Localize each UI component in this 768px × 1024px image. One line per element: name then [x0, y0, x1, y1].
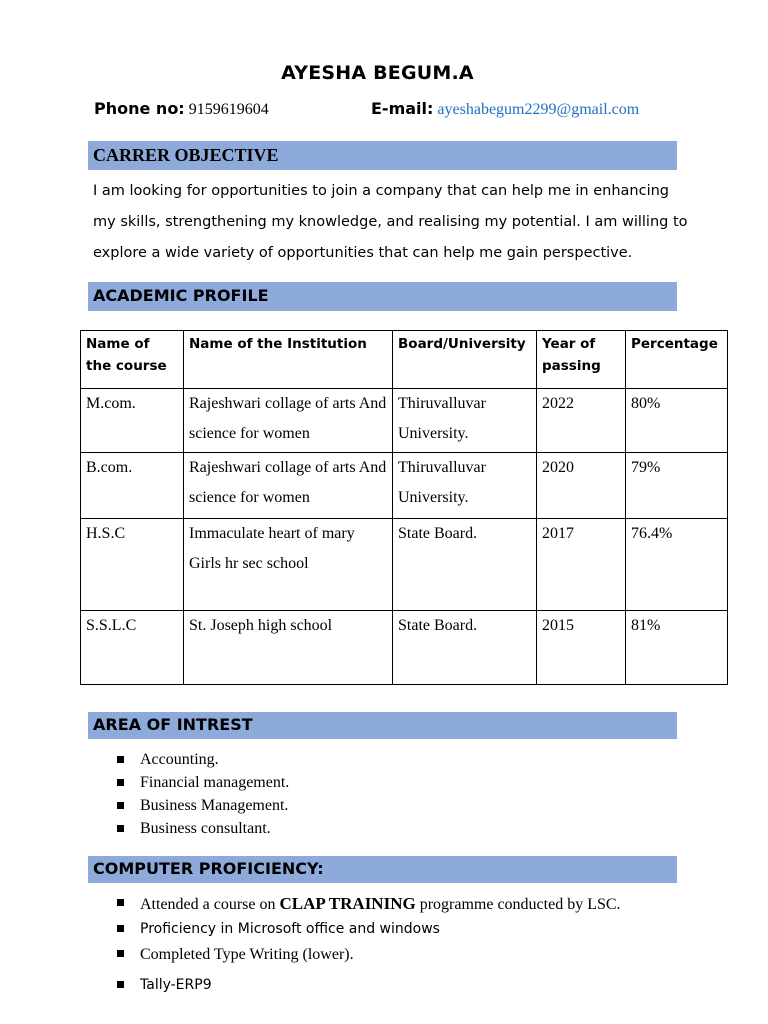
cell-institution: Immaculate heart of mary Girls hr sec school [184, 519, 393, 611]
cell-year: 2020 [537, 453, 626, 519]
section-title-proficiency: COMPUTER PROFICIENCY: [93, 859, 324, 878]
section-bar-proficiency [88, 856, 677, 883]
section-title-objective: CARRER OBJECTIVE [93, 145, 279, 165]
table-row [81, 611, 728, 685]
cell-percentage: 76.4% [626, 519, 728, 611]
cell-percentage: 81% [626, 611, 728, 685]
list-item: Tally-ERP9 [114, 973, 621, 998]
table-row [81, 389, 728, 453]
academic-table [80, 330, 728, 685]
list-item: Completed Type Writing (lower). [114, 942, 621, 967]
cell-board: Thiruvalluvar University. [393, 453, 537, 519]
item-text: programme conducted by LSC. [415, 896, 621, 913]
section-bar-interest [88, 712, 677, 739]
section-title-academic: ACADEMIC PROFILE [93, 286, 269, 305]
cell-course: S.S.L.C [81, 611, 184, 685]
list-item: Financial management. [114, 771, 289, 794]
list-item: Proficiency in Microsoft office and windows [114, 917, 621, 942]
cell-year: 2017 [537, 519, 626, 611]
cell-board: State Board. [393, 611, 537, 685]
email-line [371, 99, 639, 119]
phone-line [94, 99, 269, 119]
item-text: Attended a course on [140, 896, 280, 913]
cell-percentage: 79% [626, 453, 728, 519]
cell-institution: St. Joseph high school [184, 611, 393, 685]
proficiency-list [114, 891, 621, 998]
candidate-name: AYESHA BEGUM.A [281, 62, 474, 84]
cell-institution: Rajeshwari collage of arts And science for women [184, 453, 393, 519]
interest-list [114, 748, 289, 840]
cell-course: B.com. [81, 453, 184, 519]
cell-year: 2015 [537, 611, 626, 685]
table-header-row [81, 331, 728, 389]
table-row [81, 519, 728, 611]
header-year: Year of passing [537, 331, 626, 389]
table-row [81, 453, 728, 519]
phone-number: 9159619604 [188, 101, 269, 118]
cell-percentage: 80% [626, 389, 728, 453]
list-item: Business Management. [114, 794, 289, 817]
header-institution: Name of the Institution [184, 331, 393, 389]
cell-board: State Board. [393, 519, 537, 611]
list-item: Accounting. [114, 748, 289, 771]
cell-course: M.com. [81, 389, 184, 453]
section-bar-objective [88, 141, 677, 170]
section-bar-academic [88, 282, 677, 311]
list-item: Business consultant. [114, 817, 289, 840]
list-item [114, 891, 621, 917]
item-bold-text: CLAP TRAINING [279, 894, 416, 913]
header-course: Name of the course [81, 331, 184, 389]
objective-text: I am looking for opportunities to join a company that can help me in enhancing my skills, strengthening my knowledge, and realising my potential. I am willing to explore a wide variety of opportunities that can help me gain perspective. [93, 183, 688, 261]
section-title-interest: AREA OF INTREST [93, 715, 253, 734]
email-address[interactable]: ayeshabegum2299@gmail.com [437, 101, 640, 118]
header-board: Board/University [393, 331, 537, 389]
cell-year: 2022 [537, 389, 626, 453]
cell-board: Thiruvalluvar University. [393, 389, 537, 453]
cell-course: H.S.C [81, 519, 184, 611]
email-label: E-mail: [371, 99, 434, 118]
phone-label: Phone no: [94, 99, 185, 118]
cell-institution: Rajeshwari collage of arts And science for women [184, 389, 393, 453]
header-percentage: Percentage [626, 331, 728, 389]
